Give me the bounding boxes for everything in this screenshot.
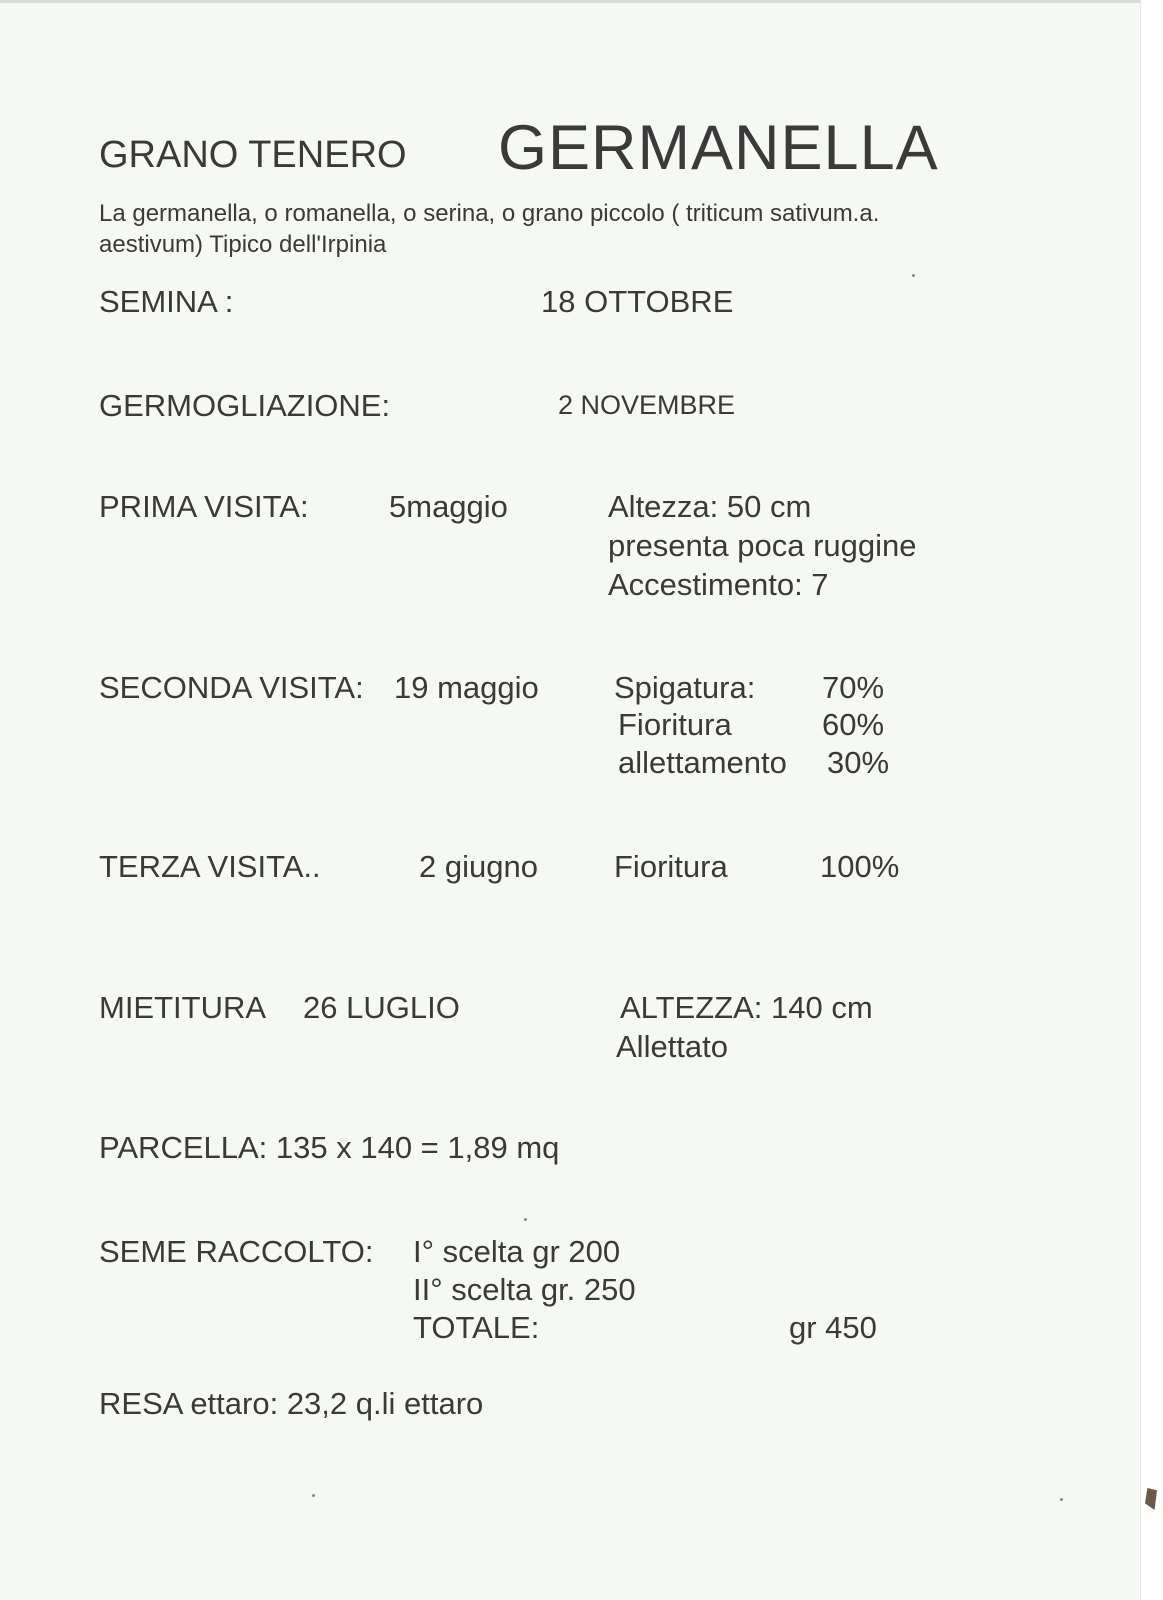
terza-visita-row-value: 100% — [820, 849, 900, 884]
scan-speck — [1060, 1498, 1063, 1501]
scan-speck — [312, 1494, 315, 1497]
prima-visita-date: 5maggio — [389, 489, 508, 524]
germogliazione-label: GERMOGLIAZIONE: — [99, 388, 391, 423]
seconda-visita-row-value: 60% — [822, 707, 885, 742]
seconda-visita-date: 19 maggio — [394, 670, 539, 705]
prima-visita-note: Accestimento: 7 — [608, 567, 829, 602]
document-kind: GRANO TENERO — [99, 134, 407, 176]
terza-visita-label: TERZA VISITA.. — [99, 849, 321, 884]
variety-title: GERMANELLA — [498, 113, 939, 183]
germogliazione-date: 2 NOVEMBRE — [558, 390, 736, 420]
seme-raccolto-total-value: gr 450 — [789, 1310, 877, 1345]
seconda-visita-label: SECONDA VISITA: — [99, 670, 364, 705]
scan-edge-mark — [1145, 1488, 1157, 1510]
description-line-2: aestivum) Tipico dell'Irpinia — [99, 231, 387, 258]
semina-date: 18 OTTOBRE — [541, 284, 734, 319]
seme-raccolto-label: SEME RACCOLTO: — [99, 1234, 374, 1269]
seconda-visita-row-name: Spigatura: — [614, 670, 756, 705]
seconda-visita-row-value: 70% — [822, 670, 885, 705]
semina-label: SEMINA : — [99, 284, 234, 319]
seconda-visita-row-name: allettamento — [618, 745, 787, 780]
scan-speck — [524, 1218, 527, 1221]
seme-raccolto-total-label: TOTALE: — [413, 1310, 540, 1345]
scan-speck — [912, 274, 915, 277]
prima-visita-note: Altezza: 50 cm — [608, 489, 812, 524]
description-line-1: La germanella, o romanella, o serina, o grano piccolo ( triticum sativum.a. — [99, 200, 880, 227]
scan-top-edge — [0, 0, 1140, 3]
prima-visita-note: presenta poca ruggine — [608, 528, 917, 563]
seconda-visita-row-value: 30% — [827, 745, 890, 780]
parcella-line: PARCELLA: 135 x 140 = 1,89 mq — [99, 1130, 560, 1165]
terza-visita-date: 2 giugno — [419, 849, 538, 884]
seme-raccolto-line: I° scelta gr 200 — [413, 1234, 621, 1269]
prima-visita-label: PRIMA VISITA: — [99, 489, 309, 524]
mietitura-label: MIETITURA — [99, 990, 267, 1025]
seme-raccolto-line: II° scelta gr. 250 — [413, 1272, 636, 1307]
mietitura-note: ALTEZZA: 140 cm — [620, 990, 873, 1025]
mietitura-note: Allettato — [616, 1029, 729, 1064]
resa-line: RESA ettaro: 23,2 q.li ettaro — [99, 1386, 484, 1421]
terza-visita-row-name: Fioritura — [614, 849, 728, 884]
seconda-visita-row-name: Fioritura — [618, 707, 732, 742]
mietitura-date: 26 LUGLIO — [303, 990, 460, 1025]
